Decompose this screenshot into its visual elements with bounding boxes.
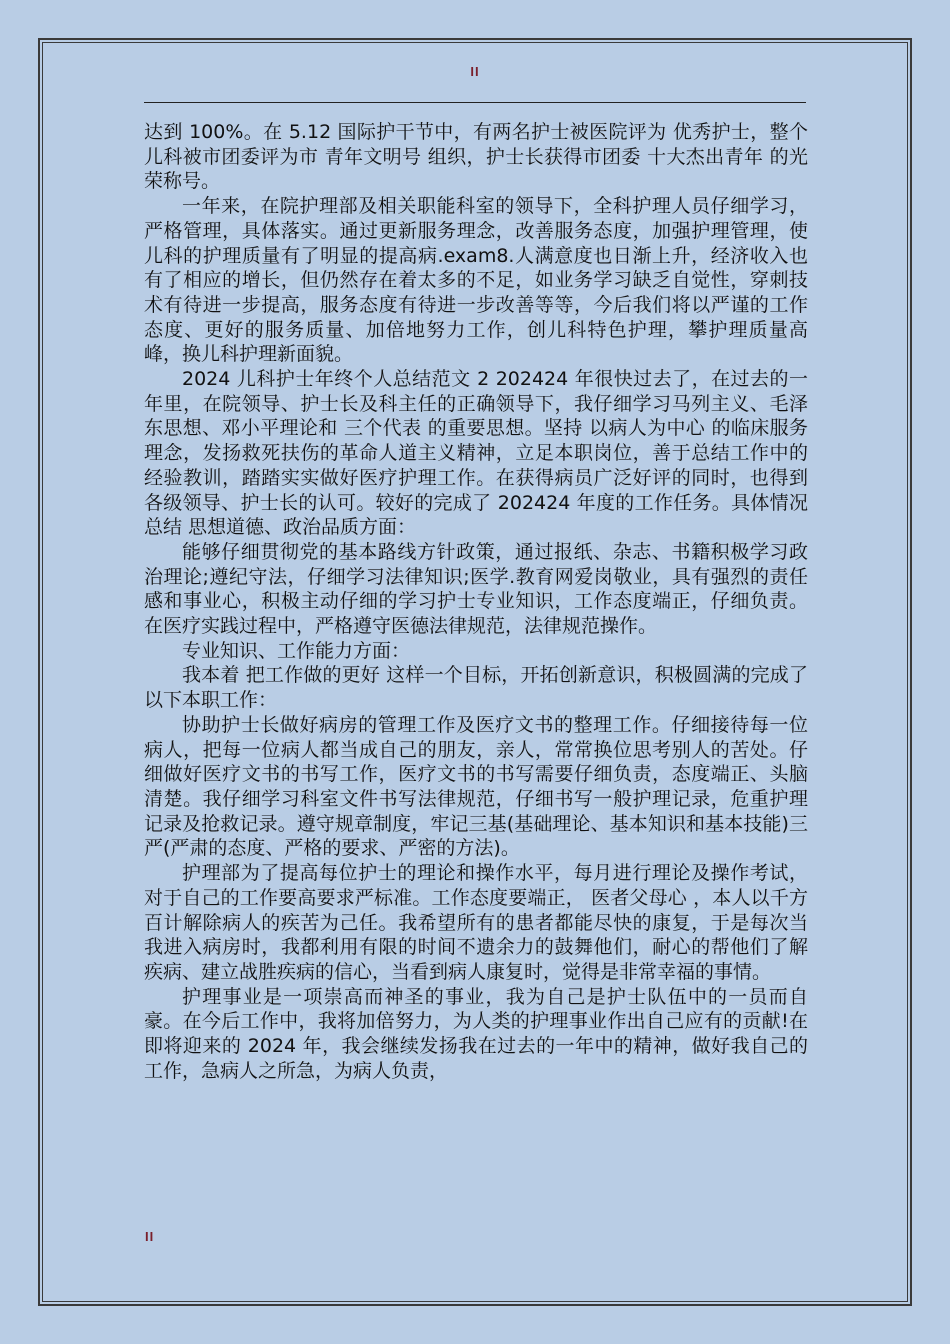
paragraph: 专业知识、工作能力方面： <box>182 639 411 662</box>
paragraph: 2024 儿科护士年终个人总结范文 2 202424 年很快过去了，在过去的一年里，在院领导、护士长及科主任的正确领导下，我仔细学习马列主义、毛泽东思想、邓小平理论和 三个代表 的重要思想。坚持 以病人为中心 的临床服务理念，发扬救死扶伤的革命人道主义精神，立足本职岗位，善于总结工作中的经验教训，踏踏实实做好医疗护理工作。在获得病员广泛好评的同时，也得到各级领导、护士长的认可。较好的完成了 202424 年度的工作任务。具体情况总结 思想道德、政治品质方面： <box>144 368 808 539</box>
paragraph: 能够仔细贯彻党的基本路线方针政策，通过报纸、杂志、书籍积极学习政治理论;遵纪守法，仔细学习法律知识;医学.教育网爱岗敬业，具有强烈的责任感和事业心，积极主动仔细的学习护士专业知识，工作态度端正，仔细负责。在医疗实践过程中，严格遵守医德法律规范，法律规范操作。 <box>144 540 808 638</box>
header-rule <box>144 102 806 103</box>
document-body <box>144 120 808 1226</box>
paragraph: 我本着 把工作做的更好 这样一个目标，开拓创新意识，积极圆满的完成了以下本职工作： <box>144 664 808 712</box>
paragraph: 一年来，在院护理部及相关职能科室的领导下，全科护理人员仔细学习，严格管理，具体落实。通过更新服务理念，改善服务态度，加强护理管理，使儿科的护理质量有了明显的提高病.exam8.人满意度也日渐上升，经济收入也有了相应的增长，但仍然存在着太多的不足，如业务学习缺乏自觉性，穿刺技术有待进一步提高，服务态度有待进一步改善等等，今后我们将以严谨的工作态度、更好的服务质量、加倍地努力工作，创儿科特色护理，攀护理质量高峰，换儿科护理新面貌。 <box>144 195 808 366</box>
footer-mark: II <box>145 1229 155 1244</box>
paragraph: 护理部为了提高每位护士的理论和操作水平，每月进行理论及操作考试，对于自己的工作要高要求严标准。工作态度要端正， 医者父母心 ，本人以千方百计解除病人的疾苦为己任。我希望所有的患者都能尽快的康复，于是每次当我进入病房时，我都利用有限的时间不遗余力的鼓舞他们，耐心的帮他们了解疾病、建立战胜疾病的信心，当看到病人康复时，觉得是非常幸福的事情。 <box>144 862 808 983</box>
header-mark: II <box>470 64 480 79</box>
paragraph: 达到 100%。在 5.12 国际护干节中，有两名护士被医院评为 优秀护士，整个儿科被市团委评为市 青年文明号 组织，护士长获得市团委 十大杰出青年 的光荣称号。 <box>144 121 808 193</box>
paragraph: 协助护士长做好病房的管理工作及医疗文书的整理工作。仔细接待每一位病人，把每一位病人都当成自己的朋友，亲人，常常换位思考别人的苦处。仔细做好医疗文书的书写工作，医疗文书的书写需要仔细负责，态度端正、头脑清楚。我仔细学习科室文件书写法律规范，仔细书写一般护理记录，危重护理记录及抢救记录。遵守规章制度，牢记三基(基础理论、基本知识和基本技能)三严(严肃的态度、严格的要求、严密的方法)。 <box>144 713 808 860</box>
paragraph: 护理事业是一项崇高而神圣的事业，我为自己是护士队伍中的一员而自豪。在今后工作中，我将加倍努力，为人类的护理事业作出自己应有的贡献!在即将迎来的 2024 年，我会继续发扬我在过去的一年中的精神，做好我自己的工作，急病人之所急，为病人负责， <box>144 985 808 1082</box>
